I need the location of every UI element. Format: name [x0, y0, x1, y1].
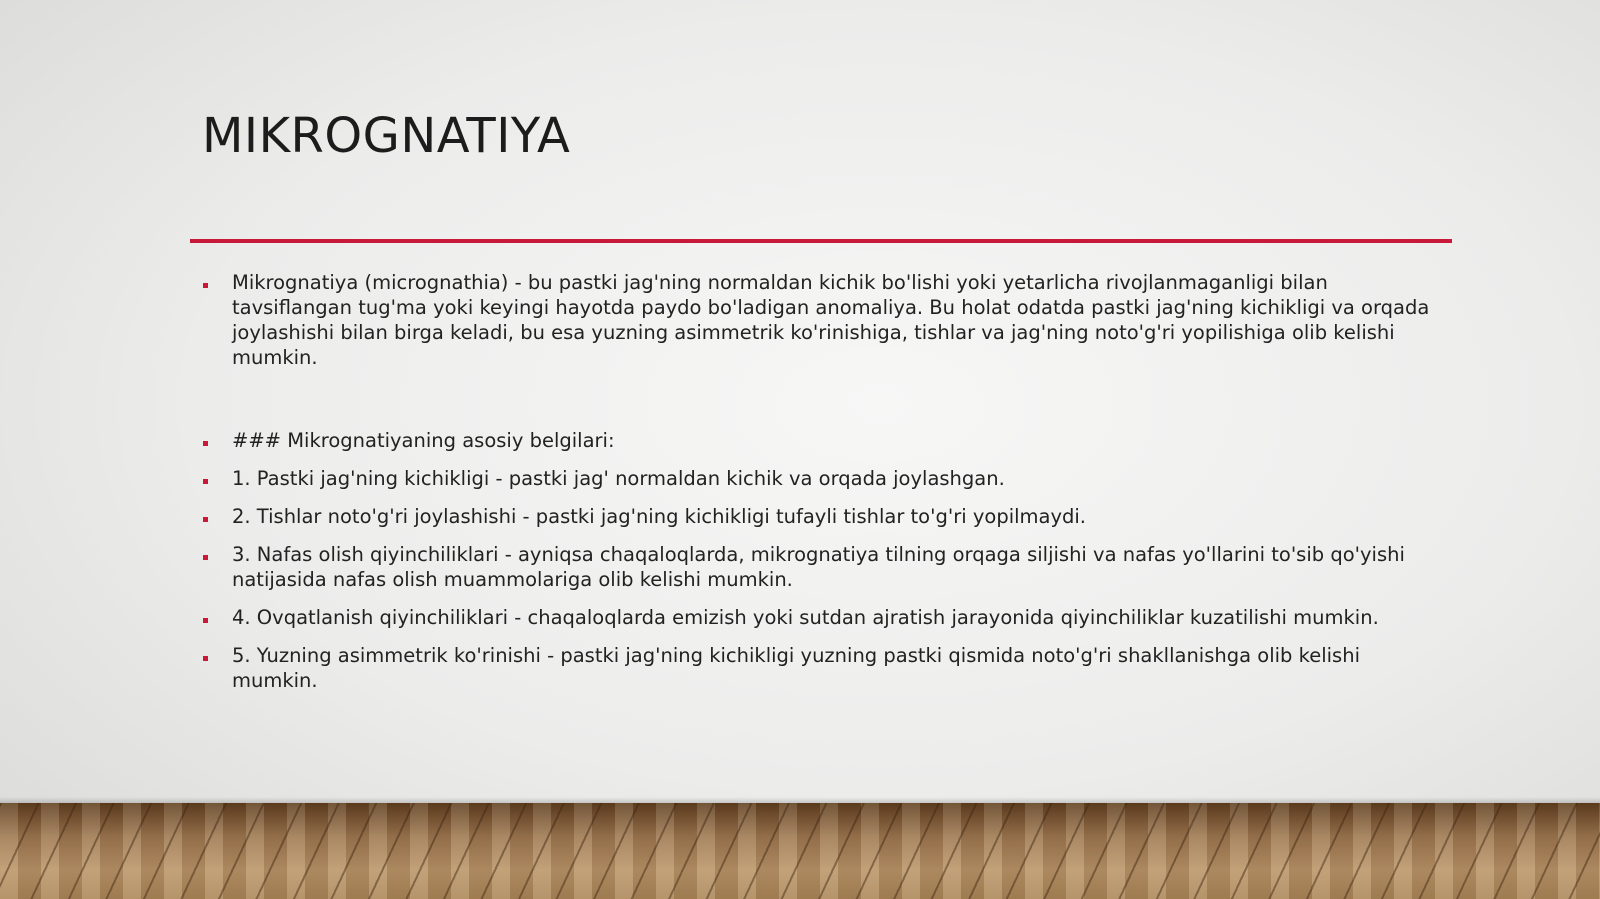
slide-title: MIKROGNATIYA	[202, 108, 571, 164]
list-item-text: 5. Yuzning asimmetrik ko'rinishi - pastki jag'ning kichikligi yuzning pastki qismida noto'g'ri shakllanishga olib kelishi mumkin.	[232, 644, 1360, 692]
bullet-list	[200, 270, 1450, 706]
list-item	[200, 428, 1450, 453]
bullet-icon	[203, 283, 208, 288]
bullet-icon	[203, 618, 208, 623]
list-item	[200, 466, 1450, 491]
bullet-icon	[203, 555, 208, 560]
list-item-text: Mikrognatiya (micrognathia) - bu pastki jag'ning normaldan kichik bo'lishi yoki yetarlicha rivojlanmaganligi bilan tavsiflangan tug'ma yoki keyingi hayotda paydo bo'ladigan anomaliya. Bu holat odatda pastki jag'ning kichikligi va orqada joylashishi bilan birga keladi, bu esa yuzning asimmetrik ko'rinishiga, tishlar va jag'ning noto'g'ri yopilishiga olib kelishi mumkin.	[232, 271, 1430, 369]
bullet-icon	[203, 479, 208, 484]
title-divider	[190, 239, 1452, 243]
list-item-text: ### Mikrognatiyaning asosiy belgilari:	[232, 429, 615, 452]
list-item-text: 1. Pastki jag'ning kichikligi - pastki jag' normaldan kichik va orqada joylashgan.	[232, 467, 1005, 490]
list-item	[200, 605, 1450, 630]
list-item	[200, 270, 1450, 370]
list-item-text: 2. Tishlar noto'g'ri joylashishi - pastki jag'ning kichikligi tufayli tishlar to'g'ri yopilmaydi.	[232, 505, 1087, 528]
bullet-icon	[203, 517, 208, 522]
list-item	[200, 643, 1450, 693]
bullet-icon	[203, 441, 208, 446]
list-item-text: 3. Nafas olish qiyinchiliklari - ayniqsa chaqaloqlarda, mikrognatiya tilning orqaga siljishi va nafas yo'llarini to'sib qo'yishi natijasida nafas olish muammolariga olib kelishi mumkin.	[232, 543, 1405, 591]
wood-floor-background	[0, 803, 1600, 899]
list-item	[200, 542, 1450, 592]
list-item	[200, 504, 1450, 529]
bullet-icon	[203, 656, 208, 661]
list-item-text: 4. Ovqatlanish qiyinchiliklari - chaqaloqlarda emizish yoki sutdan ajratish jarayonida qiyinchiliklar kuzatilishi mumkin.	[232, 606, 1379, 629]
